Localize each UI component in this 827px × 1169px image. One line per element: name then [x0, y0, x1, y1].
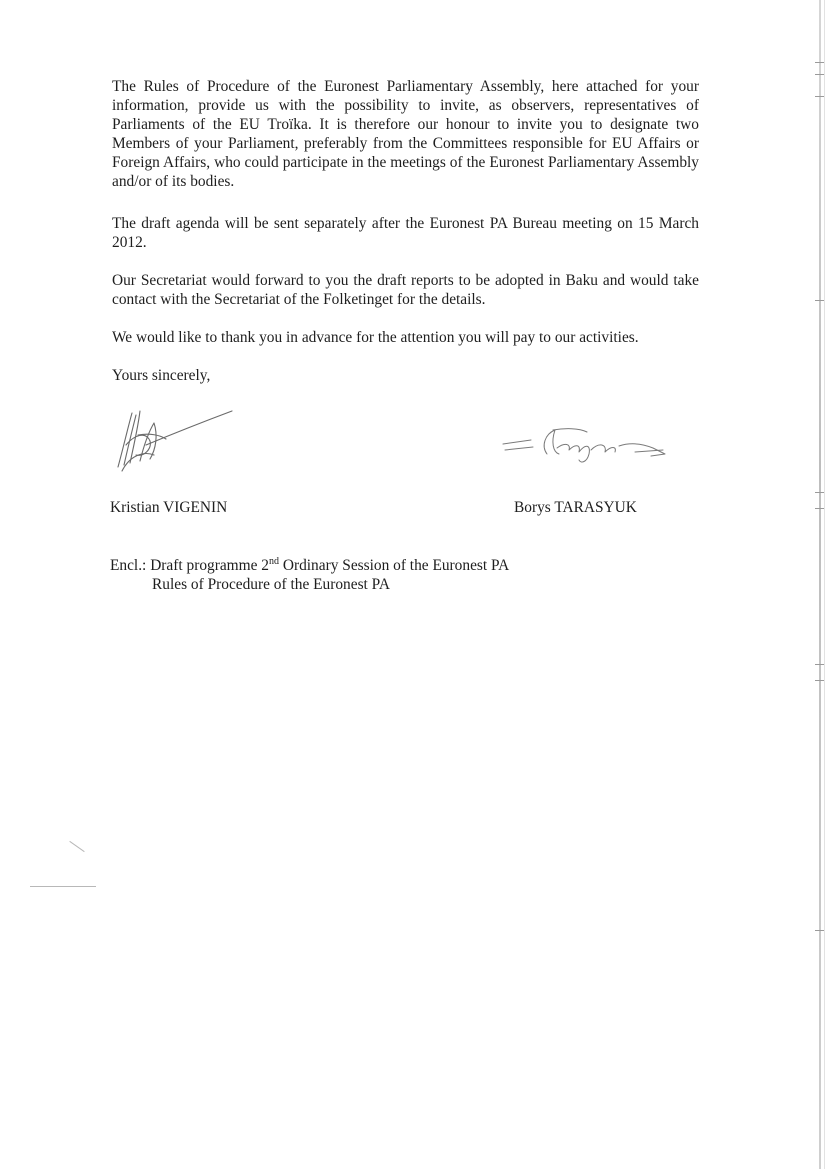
scan-edge-mark — [815, 96, 824, 97]
closing-salutation: Yours sincerely, — [112, 367, 211, 384]
scan-edge-line-faint — [824, 0, 825, 1169]
signature-tarasyuk — [495, 420, 680, 470]
scan-edge-mark — [815, 664, 824, 665]
enclosure-item-1 — [150, 557, 509, 574]
scan-edge-line — [819, 0, 821, 1169]
scan-smudge — [30, 886, 96, 887]
scan-edge-mark — [815, 930, 824, 931]
scan-edge-mark — [815, 74, 824, 75]
enclosures — [110, 556, 509, 594]
signatory-name-1: Kristian VIGENIN — [110, 499, 228, 516]
enclosures-label: Encl.: — [110, 557, 147, 574]
enclosure-item-1-superscript: nd — [269, 555, 279, 567]
enclosure-item-1-rest: Ordinary Session of the Euronest PA — [279, 557, 510, 574]
scan-edge-mark — [815, 62, 824, 63]
scan-edge-mark — [815, 300, 824, 301]
paragraph-secretariat: Our Secretariat would forward to you the draft reports to be adopted in Baku and would take contact with the Secretariat of the Folketinget for the details. — [112, 272, 699, 308]
paragraph-draft-agenda: The draft agenda will be sent separately after the Euronest PA Bureau meeting on 15 March 2012. — [112, 215, 699, 251]
scan-edge-mark — [815, 508, 824, 509]
signature-vigenin — [110, 405, 240, 475]
scan-edge-mark — [815, 492, 824, 493]
enclosure-item-1-text: Draft programme 2 — [150, 557, 269, 574]
enclosure-item-2: Rules of Procedure of the Euronest PA — [152, 576, 390, 593]
scan-smudge — [69, 841, 84, 852]
scan-edge-mark — [815, 680, 824, 681]
paragraph-thanks: We would like to thank you in advance for the attention you will pay to our activities. — [112, 329, 639, 346]
signatory-name-2: Borys TARASYUK — [514, 499, 637, 516]
paragraph-invitation: The Rules of Procedure of the Euronest Parliamentary Assembly, here attached for your information, provide us with the possibility to invite, as observers, representatives of Parliaments of the EU Troïka. It is therefore our honour to invite you to designate two Members of your Parliament, preferably from the Committees responsible for EU Affairs or Foreign Affairs, who could participate in the meetings of the Euronest Parliamentary Assembly and/or of its bodies. — [112, 78, 699, 190]
